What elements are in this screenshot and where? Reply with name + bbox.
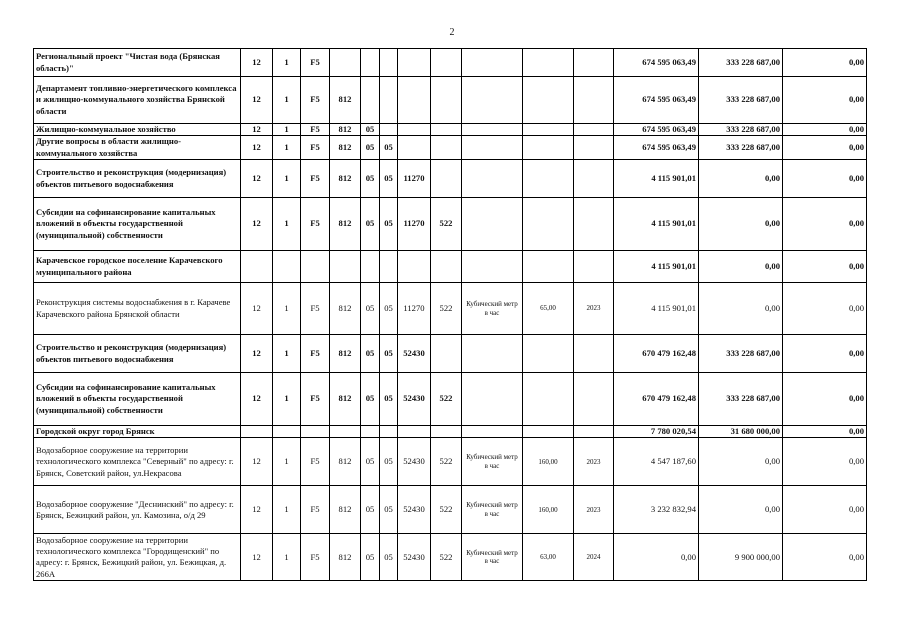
cell-code-3: F5 <box>301 373 330 426</box>
cell-unit <box>462 124 523 136</box>
cell-code-6: 05 <box>380 438 398 486</box>
cell-code-2 <box>273 426 301 438</box>
cell-sum-3: 0,00 <box>783 160 867 198</box>
cell-code-6: 05 <box>380 283 398 335</box>
cell-sum-3: 0,00 <box>783 373 867 426</box>
cell-capacity <box>523 49 574 77</box>
cell-code-3: F5 <box>301 136 330 160</box>
cell-code-7 <box>398 77 431 124</box>
cell-unit: Кубический метр в час <box>462 534 523 581</box>
cell-name: Департамент топливно-энергетического комплекса и жилищно-коммунального хозяйства Брянской области <box>34 77 241 124</box>
cell-sum-3: 0,00 <box>783 426 867 438</box>
cell-sum-1: 670 479 162,48 <box>614 335 699 373</box>
cell-code-1: 12 <box>241 160 273 198</box>
cell-year <box>574 198 614 251</box>
cell-code-2: 1 <box>273 283 301 335</box>
cell-code-5: 05 <box>361 124 380 136</box>
cell-sum-2: 0,00 <box>699 251 783 283</box>
cell-code-2: 1 <box>273 373 301 426</box>
cell-name: Городской округ город Брянск <box>34 426 241 438</box>
cell-sum-3: 0,00 <box>783 136 867 160</box>
cell-name: Водозаборное сооружение "Деснинский" по адресу: г. Брянск, Бежицкий район, ул. Камозина, о/д 29 <box>34 486 241 534</box>
cell-code-3 <box>301 426 330 438</box>
cell-sum-1: 674 595 063,49 <box>614 77 699 124</box>
cell-sum-3: 0,00 <box>783 534 867 581</box>
table-row <box>34 160 867 198</box>
cell-year <box>574 136 614 160</box>
cell-sum-2: 9 900 000,00 <box>699 534 783 581</box>
cell-code-5: 05 <box>361 438 380 486</box>
cell-unit <box>462 160 523 198</box>
cell-code-8 <box>431 49 462 77</box>
cell-name: Водозаборное сооружение на территории технологического комплекса "Северный" по адресу: г. Брянск, Советский район, ул.Некрасова <box>34 438 241 486</box>
table-row <box>34 77 867 124</box>
cell-code-4: 812 <box>330 283 361 335</box>
table-row <box>34 534 867 581</box>
cell-sum-3: 0,00 <box>783 49 867 77</box>
cell-sum-2: 333 228 687,00 <box>699 49 783 77</box>
cell-code-5 <box>361 251 380 283</box>
cell-sum-3: 0,00 <box>783 198 867 251</box>
cell-code-6: 05 <box>380 198 398 251</box>
cell-code-8: 522 <box>431 534 462 581</box>
cell-code-4: 812 <box>330 77 361 124</box>
cell-capacity: 160,00 <box>523 438 574 486</box>
cell-code-1: 12 <box>241 373 273 426</box>
cell-year: 2023 <box>574 486 614 534</box>
cell-sum-1: 674 595 063,49 <box>614 124 699 136</box>
cell-sum-3: 0,00 <box>783 438 867 486</box>
cell-capacity <box>523 373 574 426</box>
cell-code-7 <box>398 251 431 283</box>
cell-code-3: F5 <box>301 335 330 373</box>
cell-sum-1: 674 595 063,49 <box>614 49 699 77</box>
table-row <box>34 198 867 251</box>
cell-code-8: 522 <box>431 198 462 251</box>
cell-capacity <box>523 77 574 124</box>
cell-unit <box>462 136 523 160</box>
cell-name: Реконструкция системы водоснабжения в г. Карачеве Карачевского района Брянской области <box>34 283 241 335</box>
cell-code-3 <box>301 251 330 283</box>
cell-code-4: 812 <box>330 486 361 534</box>
cell-code-2: 1 <box>273 124 301 136</box>
cell-name: Водозаборное сооружение на территории технологического комплекса "Городищенский" по адресу: г. Брянск, Бежицкий район, ул. Бежицкая, д. 266А <box>34 534 241 581</box>
cell-code-1: 12 <box>241 198 273 251</box>
cell-code-8 <box>431 426 462 438</box>
cell-code-8: 522 <box>431 438 462 486</box>
cell-code-1 <box>241 251 273 283</box>
cell-code-7: 11270 <box>398 198 431 251</box>
cell-unit <box>462 49 523 77</box>
cell-sum-1: 7 780 020,54 <box>614 426 699 438</box>
cell-code-8: 522 <box>431 373 462 426</box>
table-row <box>34 426 867 438</box>
cell-sum-1: 670 479 162,48 <box>614 373 699 426</box>
cell-sum-3: 0,00 <box>783 251 867 283</box>
cell-sum-2: 0,00 <box>699 283 783 335</box>
cell-code-5 <box>361 426 380 438</box>
cell-code-6 <box>380 251 398 283</box>
cell-year <box>574 426 614 438</box>
cell-code-8: 522 <box>431 486 462 534</box>
cell-code-3: F5 <box>301 77 330 124</box>
cell-capacity <box>523 198 574 251</box>
cell-sum-1: 4 115 901,01 <box>614 283 699 335</box>
cell-code-1: 12 <box>241 534 273 581</box>
cell-code-2: 1 <box>273 486 301 534</box>
cell-code-8 <box>431 124 462 136</box>
cell-name: Субсидии на софинансирование капитальных вложений в объекты государственной (муниципальной) собственности <box>34 373 241 426</box>
table-row <box>34 251 867 283</box>
cell-code-4: 812 <box>330 534 361 581</box>
cell-code-1 <box>241 426 273 438</box>
cell-sum-2: 31 680 000,00 <box>699 426 783 438</box>
cell-sum-2: 0,00 <box>699 438 783 486</box>
cell-code-2: 1 <box>273 534 301 581</box>
cell-code-8 <box>431 251 462 283</box>
cell-code-2: 1 <box>273 49 301 77</box>
cell-code-4 <box>330 251 361 283</box>
cell-sum-1: 4 115 901,01 <box>614 251 699 283</box>
table-row <box>34 124 867 136</box>
cell-code-1: 12 <box>241 124 273 136</box>
cell-name: Региональный проект "Чистая вода (Брянская область)" <box>34 49 241 77</box>
cell-code-7 <box>398 426 431 438</box>
table-row <box>34 486 867 534</box>
cell-code-5: 05 <box>361 373 380 426</box>
cell-capacity <box>523 251 574 283</box>
cell-code-2 <box>273 251 301 283</box>
cell-code-3: F5 <box>301 124 330 136</box>
table-row <box>34 283 867 335</box>
cell-code-2: 1 <box>273 136 301 160</box>
cell-sum-1: 674 595 063,49 <box>614 136 699 160</box>
cell-code-4 <box>330 49 361 77</box>
cell-sum-3: 0,00 <box>783 335 867 373</box>
cell-code-8: 522 <box>431 283 462 335</box>
cell-code-2: 1 <box>273 77 301 124</box>
cell-code-1: 12 <box>241 136 273 160</box>
table-row <box>34 335 867 373</box>
cell-code-4: 812 <box>330 160 361 198</box>
table-row <box>34 438 867 486</box>
cell-code-6: 05 <box>380 160 398 198</box>
cell-sum-1: 3 232 832,94 <box>614 486 699 534</box>
cell-code-7: 52430 <box>398 534 431 581</box>
cell-year <box>574 77 614 124</box>
cell-code-5: 05 <box>361 283 380 335</box>
cell-code-3: F5 <box>301 438 330 486</box>
cell-code-1: 12 <box>241 77 273 124</box>
cell-code-1: 12 <box>241 438 273 486</box>
cell-code-7 <box>398 136 431 160</box>
cell-code-4: 812 <box>330 438 361 486</box>
cell-code-2: 1 <box>273 160 301 198</box>
cell-capacity <box>523 426 574 438</box>
cell-code-8 <box>431 136 462 160</box>
cell-code-7: 11270 <box>398 283 431 335</box>
cell-code-3: F5 <box>301 49 330 77</box>
page-number: 2 <box>449 27 455 38</box>
cell-code-8 <box>431 77 462 124</box>
table-row <box>34 136 867 160</box>
cell-sum-3: 0,00 <box>783 283 867 335</box>
cell-sum-2: 333 228 687,00 <box>699 373 783 426</box>
cell-code-7: 52430 <box>398 438 431 486</box>
cell-code-1: 12 <box>241 49 273 77</box>
table-row <box>34 49 867 77</box>
cell-sum-1: 4 547 187,60 <box>614 438 699 486</box>
cell-code-2: 1 <box>273 438 301 486</box>
cell-year <box>574 335 614 373</box>
cell-code-4 <box>330 426 361 438</box>
cell-code-5 <box>361 77 380 124</box>
cell-code-7: 52430 <box>398 335 431 373</box>
cell-code-5: 05 <box>361 160 380 198</box>
cell-year: 2024 <box>574 534 614 581</box>
cell-name: Строительство и реконструкция (модернизация) объектов питьевого водоснабжения <box>34 335 241 373</box>
cell-code-6 <box>380 426 398 438</box>
cell-unit: Кубический метр в час <box>462 438 523 486</box>
cell-code-3: F5 <box>301 160 330 198</box>
cell-code-4: 812 <box>330 124 361 136</box>
cell-capacity <box>523 136 574 160</box>
cell-code-3: F5 <box>301 198 330 251</box>
cell-sum-2: 333 228 687,00 <box>699 77 783 124</box>
cell-code-6 <box>380 49 398 77</box>
cell-sum-3: 0,00 <box>783 486 867 534</box>
cell-sum-2: 333 228 687,00 <box>699 124 783 136</box>
cell-code-3: F5 <box>301 486 330 534</box>
cell-code-6: 05 <box>380 373 398 426</box>
cell-sum-2: 0,00 <box>699 160 783 198</box>
cell-name: Карачевское городское поселение Карачевского муниципального района <box>34 251 241 283</box>
cell-code-7: 11270 <box>398 160 431 198</box>
cell-code-4: 812 <box>330 335 361 373</box>
cell-code-2: 1 <box>273 198 301 251</box>
cell-capacity <box>523 160 574 198</box>
cell-year: 2023 <box>574 438 614 486</box>
cell-code-5: 05 <box>361 198 380 251</box>
cell-year <box>574 124 614 136</box>
cell-code-6: 05 <box>380 486 398 534</box>
cell-code-4: 812 <box>330 373 361 426</box>
cell-code-5: 05 <box>361 534 380 581</box>
budget-table <box>33 48 867 581</box>
cell-code-2: 1 <box>273 335 301 373</box>
cell-sum-3: 0,00 <box>783 124 867 136</box>
cell-name: Жилищно-коммунальное хозяйство <box>34 124 241 136</box>
cell-code-6 <box>380 124 398 136</box>
cell-code-6: 05 <box>380 534 398 581</box>
table-row <box>34 373 867 426</box>
cell-year <box>574 160 614 198</box>
cell-unit <box>462 335 523 373</box>
cell-capacity: 65,00 <box>523 283 574 335</box>
cell-code-7 <box>398 124 431 136</box>
cell-code-6 <box>380 77 398 124</box>
cell-unit <box>462 77 523 124</box>
cell-code-5: 05 <box>361 335 380 373</box>
cell-sum-2: 333 228 687,00 <box>699 136 783 160</box>
cell-unit <box>462 426 523 438</box>
cell-name: Субсидии на софинансирование капитальных вложений в объекты государственной (муниципальной) собственности <box>34 198 241 251</box>
cell-code-5: 05 <box>361 136 380 160</box>
cell-year <box>574 373 614 426</box>
cell-code-1: 12 <box>241 283 273 335</box>
cell-code-5: 05 <box>361 486 380 534</box>
cell-capacity <box>523 335 574 373</box>
cell-name: Строительство и реконструкция (модернизация) объектов питьевого водоснабжения <box>34 160 241 198</box>
cell-sum-1: 4 115 901,01 <box>614 160 699 198</box>
cell-sum-1: 0,00 <box>614 534 699 581</box>
cell-code-7: 52430 <box>398 373 431 426</box>
cell-sum-2: 0,00 <box>699 198 783 251</box>
cell-unit <box>462 373 523 426</box>
cell-code-7 <box>398 49 431 77</box>
cell-code-4: 812 <box>330 136 361 160</box>
cell-sum-3: 0,00 <box>783 77 867 124</box>
cell-unit: Кубический метр в час <box>462 486 523 534</box>
cell-capacity <box>523 124 574 136</box>
cell-year: 2023 <box>574 283 614 335</box>
cell-code-8 <box>431 160 462 198</box>
cell-code-3: F5 <box>301 534 330 581</box>
cell-name: Другие вопросы в области жилищно-коммунального хозяйства <box>34 136 241 160</box>
cell-capacity: 63,00 <box>523 534 574 581</box>
cell-code-1: 12 <box>241 335 273 373</box>
cell-sum-2: 333 228 687,00 <box>699 335 783 373</box>
cell-sum-1: 4 115 901,01 <box>614 198 699 251</box>
cell-code-6: 05 <box>380 335 398 373</box>
cell-code-7: 52430 <box>398 486 431 534</box>
cell-unit: Кубический метр в час <box>462 283 523 335</box>
cell-code-4: 812 <box>330 198 361 251</box>
cell-code-1: 12 <box>241 486 273 534</box>
cell-code-6: 05 <box>380 136 398 160</box>
cell-capacity: 160,00 <box>523 486 574 534</box>
cell-sum-2: 0,00 <box>699 486 783 534</box>
cell-code-8 <box>431 335 462 373</box>
cell-year <box>574 251 614 283</box>
cell-unit <box>462 198 523 251</box>
cell-code-3: F5 <box>301 283 330 335</box>
cell-code-5 <box>361 49 380 77</box>
cell-unit <box>462 251 523 283</box>
cell-year <box>574 49 614 77</box>
